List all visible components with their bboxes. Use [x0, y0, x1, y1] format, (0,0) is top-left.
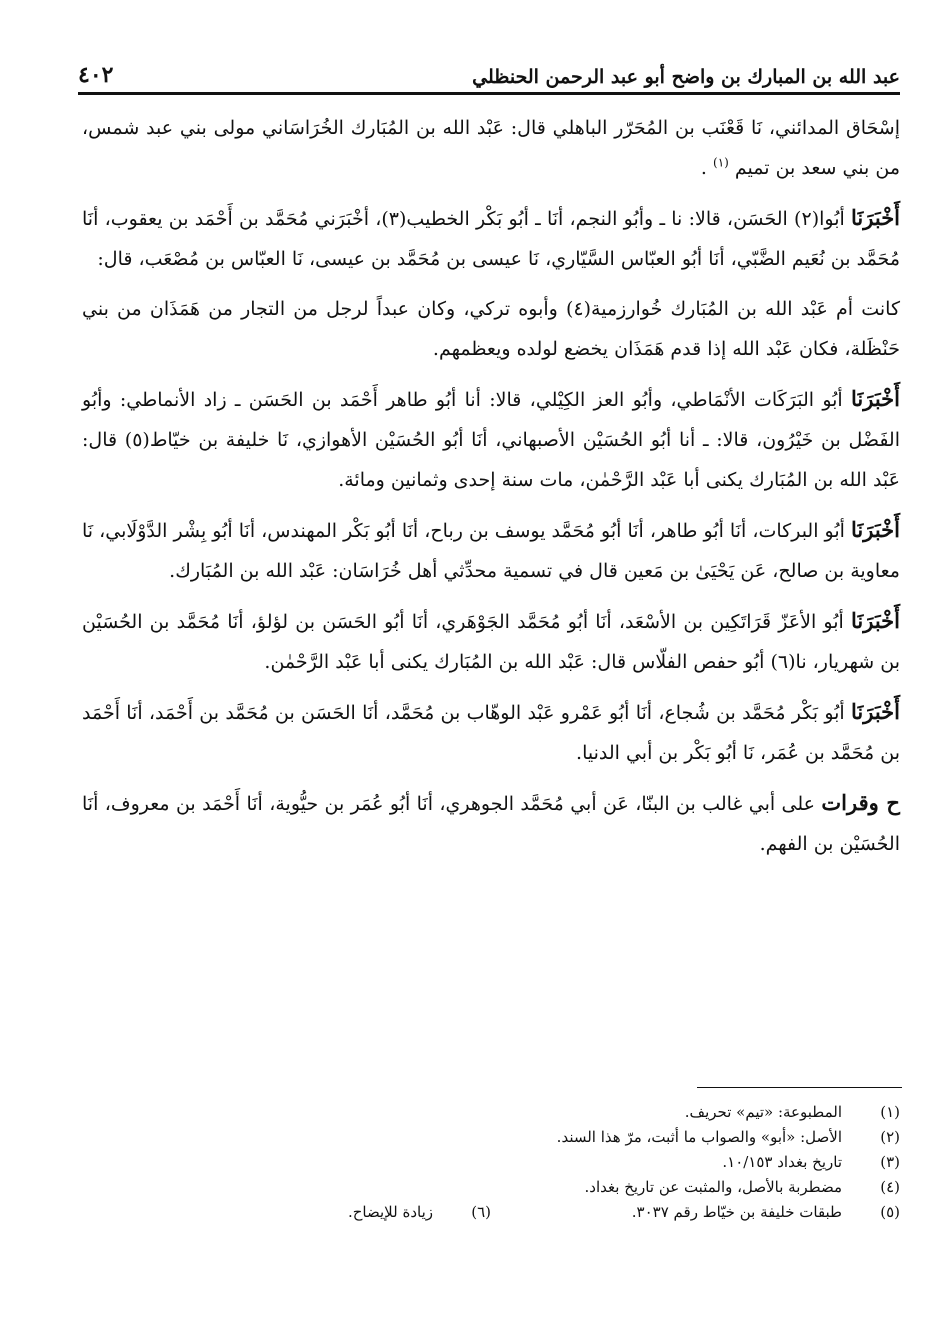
footnote: [82, 1150, 900, 1175]
paragraph-lead: أَخْبَرَنَا: [851, 699, 900, 724]
footnotes: [82, 1100, 900, 1225]
page-number: ٤٠٢: [78, 62, 114, 88]
paragraph: [82, 692, 900, 773]
footnote-text: الأصل: «أبو» والصواب ما أثبت، مرّ هذا السند.: [556, 1128, 842, 1146]
footnote-number: (٥): [880, 1203, 900, 1221]
running-title: عبد الله بن المبارك بن واضح أبو عبد الرحمن الحنظلي: [472, 66, 900, 88]
paragraph-text: أبُو البركات، أنَا أبُو طاهر، أنَا أبُو مُحَمَّد يوسف بن رباح، أنَا أبُو بَكْر المهندس، أنَا أبُو بِشْر الدَّوْلَابي، نَا معاوية بن صالح، عَن يَحْيَىٰ بن مَعين قال في تسمية محدِّثي أهل خُرَاسَان: عَبْد الله بن المُبَارك.: [82, 520, 900, 582]
paragraph: [82, 289, 900, 369]
footnote: [82, 1125, 900, 1150]
footnote-number: (٦): [471, 1203, 491, 1221]
paragraph-text: أبُو البَرَكَات الأنْمَاطي، وأبُو العز الكِيْلي، قالا: أنا أبُو طاهر أَحْمَد بن الحَسَن ـ زاد الأنماطي: وأبُو الفَضْل بن خَيْرُون، قالا: ـ أنا أبُو الحُسَيْن الأصبهاني، أنَا أبُو الحُسَيْن الأهوازي، نَا خليفة بن خيّاط(٥) قال: عَبْد الله بن المُبَارك يكنى أبا عَبْد الرَّحْمٰن، مات سنة إحدى وثمانين ومائة.: [82, 389, 900, 491]
footnote-text: المطبوعة: «تيم» تحريف.: [684, 1103, 842, 1121]
paragraph-lead: أَخْبَرَنَا: [851, 517, 900, 542]
footnote-text: زيادة للإيضاح.: [347, 1203, 433, 1221]
paragraph-text: أبُو الأعَزّ قَرَاتَكِين بن الأسْعَد، أنَا أبُو مُحَمَّد الجَوْهَري، أنَا أبُو الحَسَن بن لؤلؤ، أنَا مُحَمَّد بن الحُسَيْن بن شهريار، نا(٦) أبُو حفص الفلّاس قال: عَبْد الله بن المُبَارك يكنى أبا عَبْد الرَّحْمٰن.: [82, 611, 900, 673]
footnote-number: (٤): [880, 1178, 900, 1196]
footnote-row: [82, 1200, 900, 1225]
footnote-text: مضطربة بالأصل، والمثبت عن تاريخ بغداد.: [584, 1178, 842, 1196]
paragraph-lead: أَخْبَرَنَا: [851, 608, 900, 633]
paragraph: [82, 601, 900, 682]
paragraph: [82, 783, 900, 864]
main-text: [82, 108, 900, 874]
paragraph: [82, 198, 900, 279]
paragraph-lead: ح وقرات: [821, 790, 900, 815]
footnote-ref: (١): [713, 155, 729, 170]
footnote: [491, 1200, 900, 1225]
header-rule: [78, 92, 900, 95]
footnote-text: طبقات خليفة بن خيّاط رقم ٣٠٣٧.: [631, 1203, 842, 1221]
paragraph-text: كانت أم عَبْد الله بن المُبَارك خُوارزمية(٤) وأبوه تركي، وكان عبداً لرجل من التجار من هَمَذَان من بني حَنْظَلة، فكان عَبْد الله إذا قدم هَمَذَان يخضع لولده ويعظمهم.: [82, 298, 900, 360]
paragraph: [82, 379, 900, 500]
footnote-number: (٣): [880, 1153, 900, 1171]
footnote: [82, 1175, 900, 1200]
footnote-text: تاريخ بغداد ١٠/١٥٣.: [722, 1153, 842, 1171]
paragraph-lead: أَخْبَرَنَا: [851, 205, 901, 230]
footnote-separator: [697, 1087, 902, 1088]
footnote: [82, 1100, 900, 1125]
paragraph-text: على أبي غالب بن البنّا، عَن أبي مُحَمَّد الجوهري، أنَا أبُو عُمَر بن حيُّوية، أنَا أَحْمَد بن معروف، أنَا الحُسَيْن بن الفهم.: [82, 793, 900, 855]
paragraph-text: إسْحَاق المدائني، نَا قَعْنَب بن المُحَرّر الباهلي قال: عَبْد الله بن المُبَارك الخُرَاسَاني مولى بني عبد شمس، من بني سعد بن تميم: [82, 117, 900, 179]
paragraph-tail: .: [700, 157, 707, 179]
paragraph-text: أبُو بَكْر مُحَمَّد بن شُجاع، أنَا أبُو عَمْرو عَبْد الوهّاب بن مُحَمَّد، أنَا الحَسَن بن مُحَمَّد بن أَحْمَد، أنَا أَحْمَد بن مُحَمَّد بن عُمَر، نَا أبُو بَكْر بن أبي الدنيا.: [82, 702, 900, 764]
footnote-number: (٢): [880, 1128, 900, 1146]
paragraph-lead: أَخْبَرَنَا: [851, 386, 900, 411]
paragraph-text: أبُوا(٢) الحَسَن، قالا: نا ـ وأبُو النجم، أنَا ـ أبُو بَكْر الخطيب(٣)، أخْبَرَني مُحَمَّد بن أَحْمَد بن يعقوب، أنَا مُحَمَّد بن نُعَيم الضَّبّي، أنَا أبُو العبّاس السَّيّاري، نَا عيسى بن مُحَمَّد بن عيسى، نَا العبّاس بن مُصْعَب، قال:: [82, 208, 900, 270]
paragraph: [82, 108, 900, 188]
paragraph: [82, 510, 900, 591]
footnote: [82, 1200, 491, 1225]
page-header: [78, 48, 900, 88]
footnote-number: (١): [880, 1103, 900, 1121]
